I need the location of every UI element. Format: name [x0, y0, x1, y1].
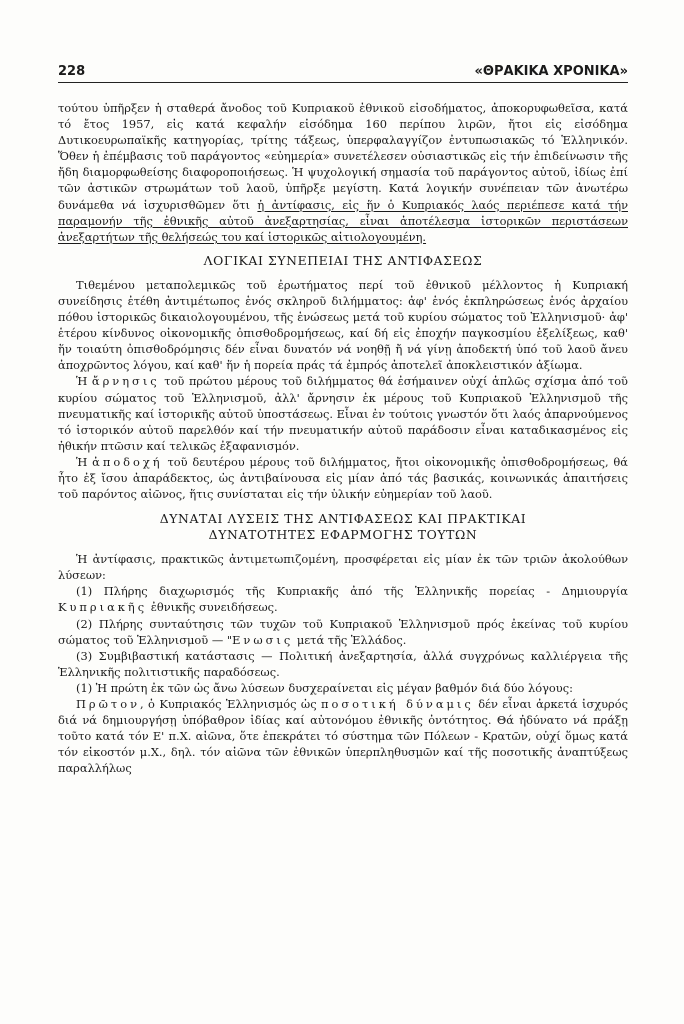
paragraph-first-reason	[58, 696, 628, 776]
paragraph-denial	[58, 373, 628, 453]
text-run: τοῦ πρώτου μέρους τοῦ διλήμματος θά ἐσήμαινεν οὐχί ἁπλῶς σχίσμα ἀπό τοῦ κυρίου σώματος τοῦ Ἑλληνισμοῦ, ἀλλ' ἄρνησιν ἐκ μέρους τοῦ Κυπριακοῦ Ἑλληνισμοῦ τῆς πνευματικῆς καί ἱστορικῆς αὐτοῦ ὑποστάσεως. Εἶναι ἐν τούτοις γνωστόν ὅτι λαός ἀπαρνούμενος τό ἱστορικόν αὐτοῦ παρελθόν καί τήν πνευματικήν αὐτοῦ παράδοσιν εἶναι καταδικασμένος εἰς ἠθικήν πτῶσιν καί τελικῶς ἐξαφανισμόν.	[58, 374, 628, 453]
running-header	[58, 64, 628, 79]
section-heading-logical-consequences: ΛΟΓΙΚΑΙ ΣΥΝΕΠΕΙΑΙ ΤΗΣ ΑΝΤΙΦΑΣΕΩΣ	[203, 252, 483, 268]
paragraph-continued	[58, 100, 628, 245]
paragraph-intro: Ἡ ἀντίφασις, πρακτικῶς ἀντιμετωπιζομένη, προσφέρεται εἰς μίαν ἐκ τῶν τριῶν ἀκολούθων λύσεων:	[58, 552, 628, 583]
text-run: (2) Πλήρης συνταύτησις τῶν τυχῶν τοῦ Κυπριακοῦ Ἑλληνισμοῦ πρός ἐκείνας τοῦ κυρίου σώματος τοῦ Ἑλληνισμοῦ — "	[58, 616, 628, 647]
solution-option-3: (3) Συμβιβαστική κατάστασις — Πολιτική ἀνεξαρτησία, ἀλλά συγχρόνως καλλιέργεια τῆς Ἑλληνικῆς πολιτιστικῆς παραδόσεως.	[58, 648, 628, 679]
text-run: δέν εἶναι ἀρκετά ἰσχυρός διά νά δημιουργήσῃ ὑπόβαθρον ἰδίας καί αὐτονόμου ἐθνικῆς ὀντότητος. Θά ἠδύνατο νά πράξῃ τοῦτο κατά τόν Ε' π.Χ. αἰῶνα, ὅτε ἐπεκράτει τό σύστημα τῶν Πόλεων - Κρατῶν, οὐχί ὅμως κατά τόν εἰκοστόν μ.Χ., δηλ. τόν αἰῶνα τῶν ἐθνικῶν ὑπερπληθυσμῶν καί τῆς ποσοτικῆς ἀναπτύξεως παραλλήλως	[58, 697, 628, 776]
spaced-word: Πρῶτον	[76, 697, 141, 711]
spaced-word: Κυπριακῆς	[58, 600, 148, 615]
text-run: τοῦ δευτέρου μέρους τοῦ διλήμματος, ἤτοι οἰκονομικῆς ὀπισθοδρομήσεως, θά ἦτο ἐξ ἴσου ἀπαράδεκτος, ὡς ἀντιβαίνουσα εἰς μίαν ἀπό τάς βασικάς, κοινωνικάς ἀπαιτήσεις τοῦ παρόντος αἰῶνος, ἥτις συνίσταται εἰς τήν ὑλικήν εὐημερίαν τοῦ λαοῦ.	[58, 454, 628, 502]
spaced-word: ποσοτική δύναμις	[321, 697, 474, 711]
paragraph-text: τούτου ὑπῆρξεν ἡ σταθερά ἄνοδος τοῦ Κυπριακοῦ ἐθνικοῦ εἰσοδήματος, ἀποκορυφωθεῖσα, κατά τό ἔτος 1957, εἰς κατά κεφαλήν εἰσόδημα 160 περίπου λιρῶν, ἤτοι εἰς εἰσόδημα Δυτικοευρωπαϊκῆς κατηγορίας, τρίτης τάξεως, ὑπερφαλαγγίζον ἐντυπωσιακῶς τό Ἑλληνικόν. Ὅθεν ἡ ἐπέμβασις τοῦ παράγοντος «εὐημερία» συνετέλεσεν οὐσιαστικῶς εἰς τήν ἐπιδείνωσιν τῆς ἤδη διαμορφωθείσης διαφοροποιήσεως. Ἡ ψυχολογική σημασία τοῦ παράγοντος αὐτοῦ, ἰδίως ἐπί τῶν ἀστικῶν στρωμάτων τοῦ λαοῦ, ὑπῆρξε μεγίστη. Κατά λογικήν συνέπειαν τῶν ἀνωτέρω δυνάμεθα νά ἰσχυρισθῶμεν ὅτι	[58, 101, 628, 212]
text-run: μετά τῆς Ἑλλάδος.	[293, 632, 407, 647]
page-number: 228	[58, 64, 86, 79]
paragraph-acceptance	[58, 454, 628, 502]
underlined-passage: ἡ ἀντίφασις, εἰς ἥν ὁ Κυπριακός λαός περιέπεσε κατά τήν παραμονήν τῆς ἐθνικῆς αὐτοῦ ἀνεξαρτησίας, εἶναι ἀποτέλεσμα ἱστορικῶν περιστάσεων ἀνεξαρτήτων τῆς θελήσεώς του καί ἱστορικῶς αἰτιολογουμένη.	[58, 197, 628, 244]
solution-option-1	[58, 583, 628, 615]
spaced-word: ἀποδοχή	[92, 454, 163, 469]
solution-option-2	[58, 616, 628, 648]
text-run: Ἡ	[76, 454, 93, 469]
section-heading-possible-solutions	[58, 511, 628, 543]
heading-line: ΔΥΝΑΤΟΤΗΤΕΣ ΕΦΑΡΜΟΓΗΣ ΤΟΥΤΩΝ	[208, 527, 478, 543]
header-rule	[58, 82, 628, 83]
spaced-word: Ενωσις	[232, 632, 294, 647]
journal-title: «ΘΡΑΚΙΚΑ ΧΡΟΝΙΚΑ»	[474, 64, 628, 79]
text-run: , ὁ Κυπριακός Ἑλληνισμός ὡς	[140, 697, 322, 711]
heading-line: ΔΥΝΑΤΑΙ ΛΥΣΕΙΣ ΤΗΣ ΑΝΤΙΦΑΣΕΩΣ ΚΑΙ ΠΡΑΚΤΙΚΑΙ	[159, 511, 527, 527]
text-run: Ἡ	[76, 374, 92, 389]
spaced-word: ἄρνησις	[91, 374, 160, 389]
text-run: (1) Πλήρης διαχωρισμός τῆς Κυπριακῆς ἀπό τῆς Ἑλληνικῆς πορείας - Δημιουργία	[76, 584, 628, 599]
text-run: ἐθνικῆς συνειδήσεως.	[147, 600, 278, 615]
paragraph-first-solution: (1) Ἡ πρώτη ἐκ τῶν ὡς ἄνω λύσεων δυσχεραίνεται εἰς μέγαν βαθμόν διά δύο λόγους:	[76, 680, 573, 695]
paragraph-dilemma: Τιθεμένου μεταπολεμικῶς τοῦ ἐρωτήματος περί τοῦ ἐθνικοῦ μέλλοντος ἡ Κυπριακή συνείδησις ἐτέθη ἀντιμέτωπος ἑνός σκληροῦ διλήμματος: ἀφ' ἑνός ἐκπληρώσεως ἑνός ἀρχαίου πόθου ἱστορικῶς δικαιολογουμένου, τῆς ἑνώσεως μετά τοῦ κυρίου σώματος τοῦ Ἑλληνισμοῦ· ἀφ' ἑτέρου κίνδυνος οἰκονομικῆς ὀπισθοδρομήσεως, καί δή εἰς ἐποχήν παγκοσμίου ἐξελίξεως, καθ' ἥν τοιαύτη ὀπισθοδρόμησις δέν εἶναι δυνατόν νά νοηθῇ ἤ νά γίνῃ ἀποδεκτή ὑπό τοῦ λαοῦ ἄνευ ἀποχρῶντος λόγου, καί καθ' ἥν ἡ πορεία πράς τά ἐμπρός ἀποτελεῖ ἀποκλειστικόν ἀξίωμα.	[58, 277, 628, 373]
